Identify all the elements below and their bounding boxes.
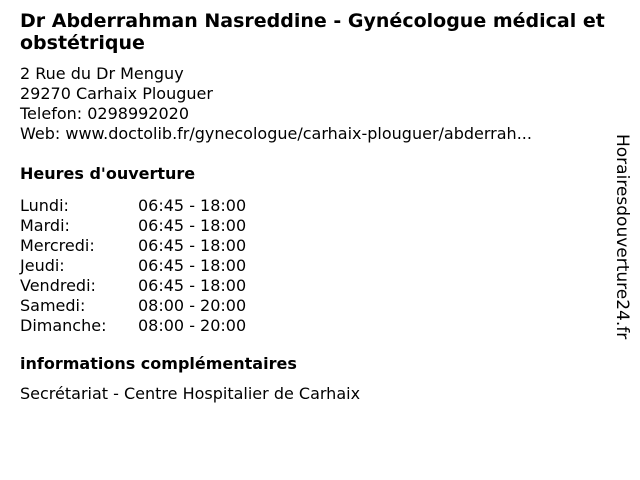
day-hours: 06:45 - 18:00 [138,216,247,235]
info-text: Secrétariat - Centre Hospitalier de Carhaix [20,384,361,403]
hours-row-thursday [20,256,605,276]
day-label: Vendredi: [20,276,96,295]
day-hours: 06:45 - 18:00 [138,236,247,255]
day-label: Mardi: [20,216,70,235]
hours-row-tuesday [20,216,605,236]
website-link: Web: www.doctolib.fr/gynecologue/carhaix-plouguer/abderrah... [20,124,532,143]
opening-hours-table [20,196,605,336]
opening-hours-heading: Heures d'ouverture [20,164,196,183]
brand-watermark: Horairesdouverture24.fr [612,134,632,340]
hours-row-saturday [20,296,605,316]
hours-row-friday [20,276,605,296]
day-label: Dimanche: [20,316,107,335]
business-card [20,10,605,404]
day-hours: 06:45 - 18:00 [138,276,247,295]
day-label: Jeudi: [20,256,65,275]
page-title: Dr Abderrahman Nasreddine - Gynécologue médical et obstétrique [20,10,605,54]
day-hours: 08:00 - 20:00 [138,316,247,335]
day-label: Mercredi: [20,236,95,255]
day-label: Lundi: [20,196,69,215]
hours-row-sunday [20,316,605,336]
day-hours: 06:45 - 18:00 [138,256,247,275]
address-block [20,64,605,144]
city-address: 29270 Carhaix Plouguer [20,84,213,103]
info-heading: informations complémentaires [20,354,297,373]
street-address: 2 Rue du Dr Menguy [20,64,184,83]
phone-number: Telefon: 0298992020 [20,104,190,123]
day-hours: 08:00 - 20:00 [138,296,247,315]
hours-row-wednesday [20,236,605,256]
day-label: Samedi: [20,296,86,315]
hours-row-monday [20,196,605,216]
day-hours: 06:45 - 18:00 [138,196,247,215]
